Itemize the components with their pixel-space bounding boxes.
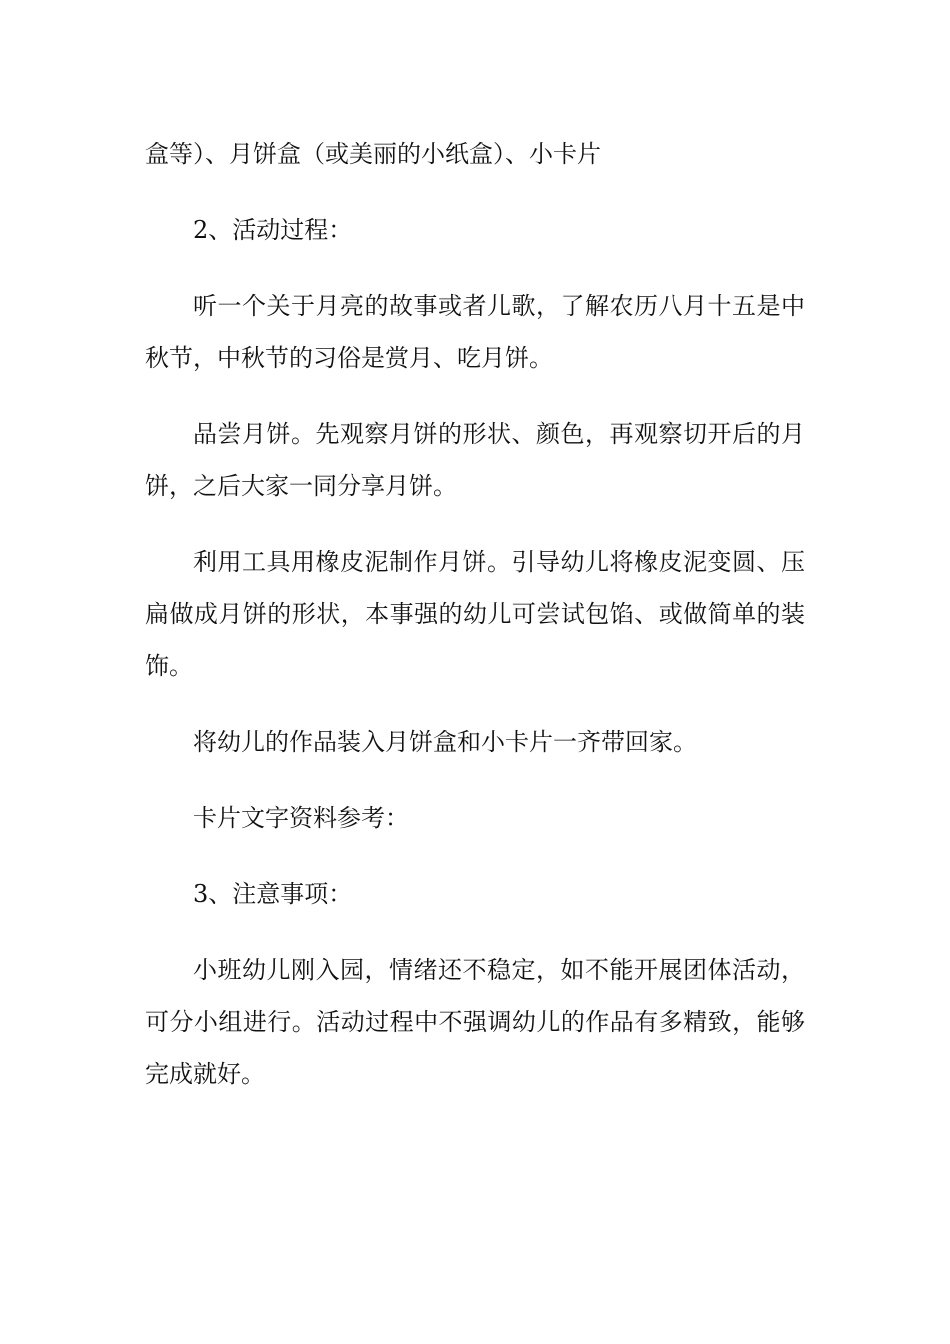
paragraph-notes-detail: 小班幼儿刚入园，情绪还不稳定，如不能开展团体活动，可分小组进行。活动过程中不强调幼儿的作品有多精致，能够完成就好。 bbox=[145, 956, 805, 1088]
paragraph-taste-mooncake: 品尝月饼。先观察月饼的形状、颜色，再观察切开后的月饼，之后大家一同分享月饼。 bbox=[145, 420, 805, 500]
paragraph-clay-mooncake: 利用工具用橡皮泥制作月饼。引导幼儿将橡皮泥变圆、压扁做成月饼的形状，本事强的幼儿可尝试包馅、或做简单的装饰。 bbox=[145, 548, 805, 680]
paragraph-card-text: 卡片文字资料参考： bbox=[193, 804, 409, 832]
paragraph-take-home: 将幼儿的作品装入月饼盒和小卡片一齐带回家。 bbox=[193, 728, 697, 756]
heading-notes: 3、注意事项： bbox=[193, 880, 353, 908]
paragraph-story: 听一个关于月亮的故事或者儿歌，了解农历八月十五是中秋节，中秋节的习俗是赏月、吃月饼。 bbox=[145, 292, 805, 372]
document-body bbox=[145, 128, 805, 1124]
heading-activity-process: 2、活动过程： bbox=[193, 216, 353, 244]
paragraph-continuation: 盒等）、月饼盒（或美丽的小纸盒）、小卡片 bbox=[145, 140, 601, 168]
